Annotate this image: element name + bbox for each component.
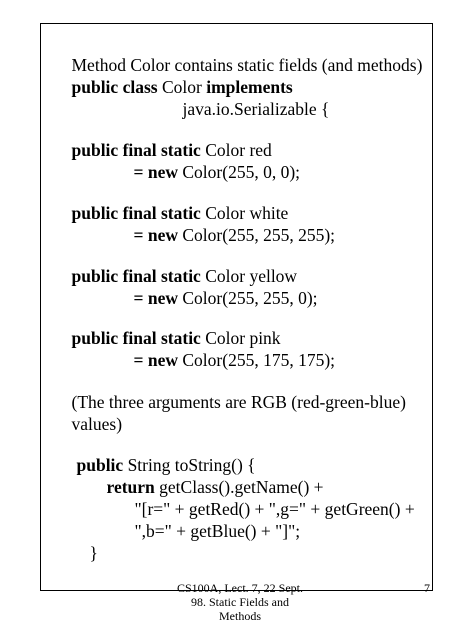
keyword-new: = new xyxy=(133,288,178,308)
page-number: 7 xyxy=(424,581,430,595)
header-text: Method Color contains static fields (and methods) xyxy=(71,55,423,75)
interface-name: java.io.Serializable { xyxy=(182,99,330,119)
field-modifiers: public final static xyxy=(71,328,201,348)
field-ctor: Color(255, 175, 175); xyxy=(178,350,336,370)
field-decl: Color white xyxy=(200,203,289,223)
field-ctor: Color(255, 0, 0); xyxy=(178,162,301,182)
note-text: values) xyxy=(71,414,123,434)
field-modifiers: public final static xyxy=(71,266,201,286)
footer-line: CS100A, Lect. 7, 22 Sept. xyxy=(177,581,303,595)
keyword-implements: implements xyxy=(206,77,293,97)
keyword-public-class: public class xyxy=(71,77,158,97)
field-decl: Color red xyxy=(200,140,272,160)
close-brace: } xyxy=(89,543,98,563)
slide-frame xyxy=(40,23,433,591)
field-ctor: Color(255, 255, 255); xyxy=(178,225,336,245)
footer-line: Methods xyxy=(219,609,261,623)
keyword-public: public xyxy=(76,455,124,475)
field-modifiers: public final static xyxy=(71,203,201,223)
slide-footer xyxy=(160,581,320,623)
field-ctor: Color(255, 255, 0); xyxy=(178,288,318,308)
keyword-return: return xyxy=(106,477,155,497)
keyword-new: = new xyxy=(133,350,178,370)
method-signature-text: String toString() { xyxy=(123,455,256,475)
keyword-new: = new xyxy=(133,162,178,182)
field-modifiers: public final static xyxy=(71,140,201,160)
field-decl: Color yellow xyxy=(200,266,298,286)
footer-line: 98. Static Fields and xyxy=(191,595,289,609)
return-expression: ",b=" + getBlue() + "]"; xyxy=(134,521,301,541)
keyword-new: = new xyxy=(133,225,178,245)
return-expression: getClass().getName() + xyxy=(154,477,324,497)
class-name: Color xyxy=(157,77,207,97)
method-close-brace xyxy=(72,520,98,586)
field-decl: Color pink xyxy=(200,328,281,348)
note-text: (The three arguments are RGB (red-green-blue) xyxy=(71,392,406,412)
return-continuation-2 xyxy=(117,498,300,564)
return-expression: "[r=" + getRed() + ",g=" + getGreen() + xyxy=(134,499,415,519)
